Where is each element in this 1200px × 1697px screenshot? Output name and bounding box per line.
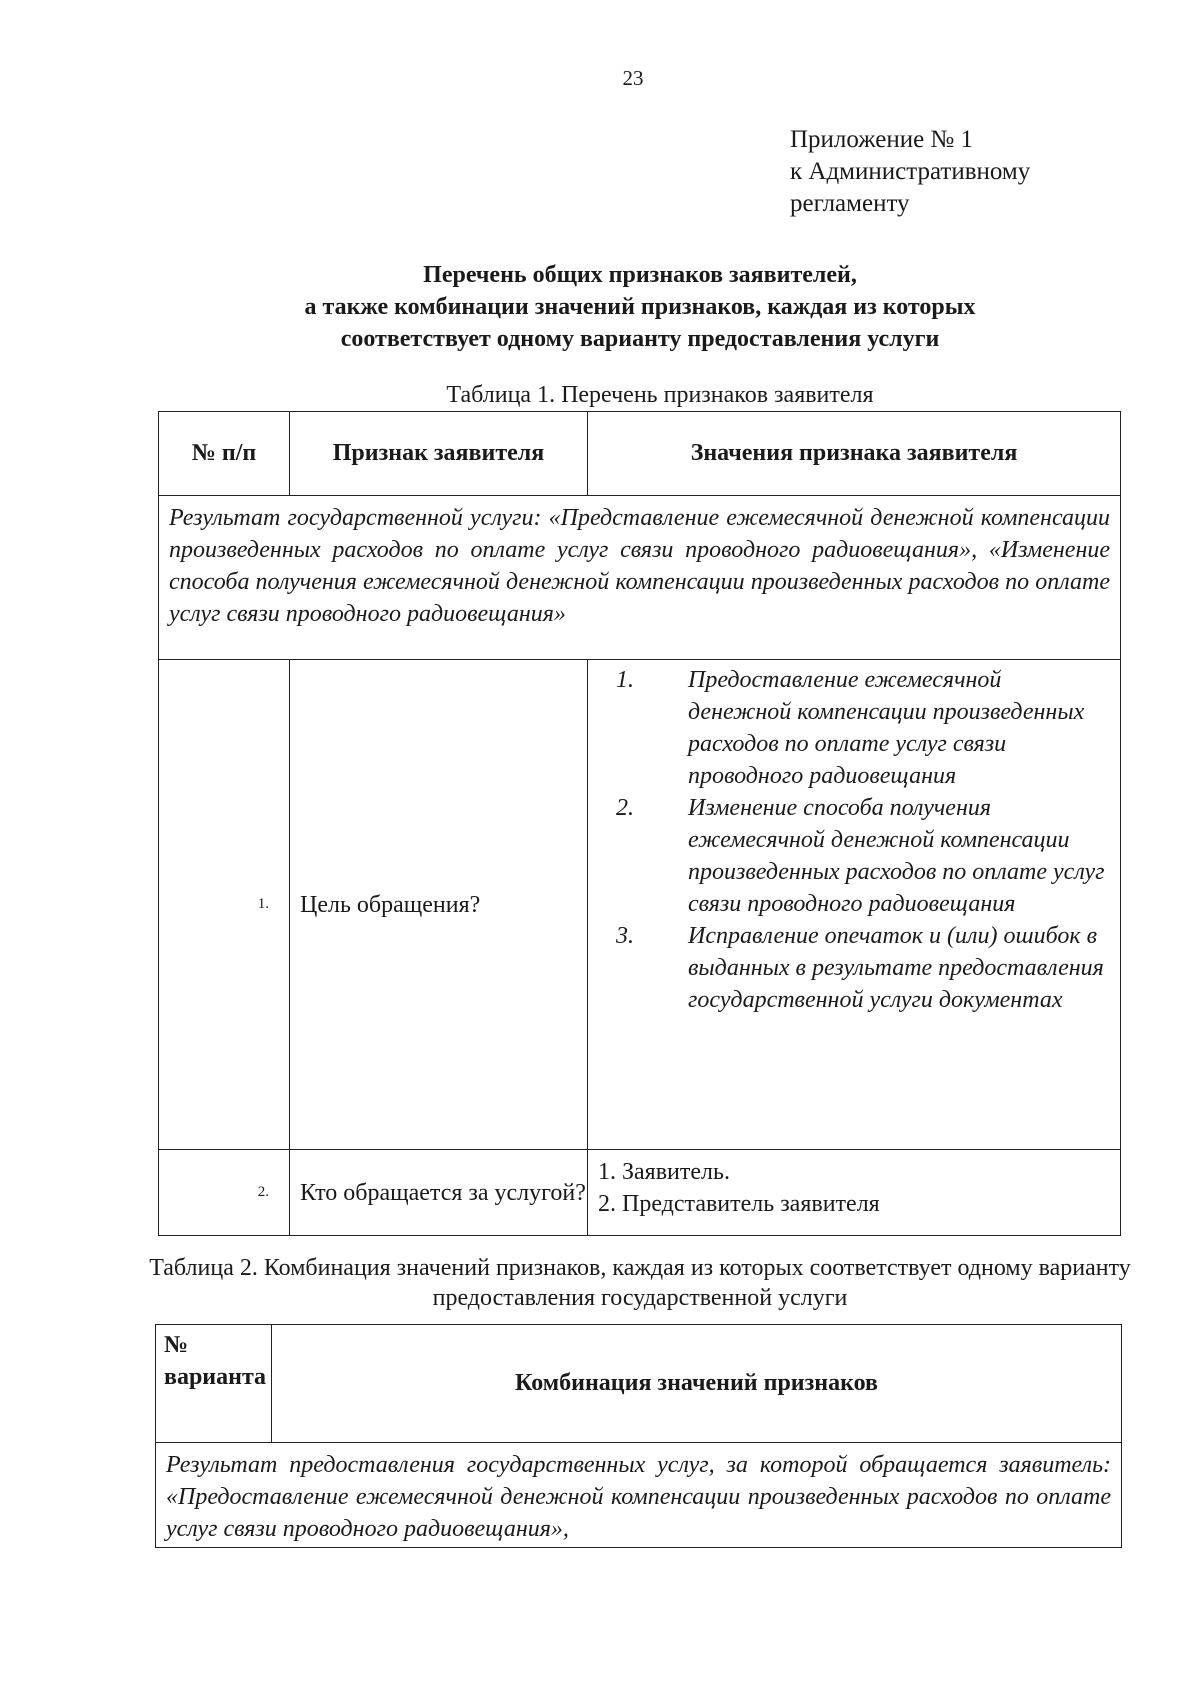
table2-header-row bbox=[156, 1325, 1122, 1443]
list-item: 1. Предоставление ежемесячной денежной компенсации произведенных расходов по оплате услуг связи проводного радиовещания bbox=[616, 667, 1085, 789]
annex-note bbox=[790, 124, 1030, 220]
table1-header-num: № п/п bbox=[159, 412, 290, 496]
document-title bbox=[140, 259, 1140, 355]
table1-row2-feature: Кто обращается за услугой? bbox=[290, 1150, 588, 1236]
table1 bbox=[158, 411, 1121, 1236]
list-item: 1. Заявитель. bbox=[598, 1159, 730, 1185]
table2-result-text: Результат предоставления государственных услуг, за которой обращается заявитель: «Предоставление ежемесячной денежной компенсации произведенных расходов по оплате услуг связи проводного радиовещания», bbox=[156, 1443, 1122, 1548]
title-line-3: соответствует одному варианту предоставления услуги bbox=[340, 326, 940, 352]
table-row bbox=[159, 660, 1121, 1150]
annex-line-2: к Административному bbox=[790, 158, 1031, 185]
table1-caption: Таблица 1. Перечень признаков заявителя bbox=[446, 382, 874, 408]
list-item: 3. Исправление опечаток и (или) ошибок в выданных в результате предоставления государственной услуги документах bbox=[616, 923, 1104, 1013]
table1-result-text: Результат государственной услуги: «Представление ежемесячной денежной компенсации произведенных расходов по оплате услуг связи проводного радиовещания», «Изменение способа получения ежемесячной денежной компенсации произведенных расходов по оплате услуг связи проводного радиовещания» bbox=[159, 496, 1121, 660]
table1-row2-values bbox=[588, 1150, 1121, 1236]
table2-header-combination: Комбинация значений признаков bbox=[272, 1325, 1122, 1443]
table1-row1-values bbox=[588, 660, 1121, 1150]
table1-row2-num: 2. bbox=[159, 1150, 290, 1236]
table1-header-values: Значения признака заявителя bbox=[588, 412, 1121, 496]
title-line-1: Перечень общих признаков заявителей, bbox=[423, 262, 857, 288]
table2-result-row bbox=[156, 1443, 1122, 1548]
annex-line-3: регламенту bbox=[790, 190, 910, 217]
table1-header-row bbox=[159, 412, 1121, 496]
page-number: 23 bbox=[622, 66, 644, 90]
annex-line-1: Приложение № 1 bbox=[790, 126, 974, 153]
table2-caption: Таблица 2. Комбинация значений признаков, каждая из которых соответствует одному варианту предоставления государственной услуги bbox=[149, 1255, 1131, 1311]
table2-header-variant: № варианта bbox=[156, 1325, 272, 1443]
table1-row1-feature: Цель обращения? bbox=[290, 660, 588, 1150]
list-item: 2. Изменение способа получения ежемесячной денежной компенсации произведенных расходов по оплате услуг связи проводного радиовещания bbox=[616, 795, 1105, 917]
table1-header-feature: Признак заявителя bbox=[290, 412, 588, 496]
table-row bbox=[159, 1150, 1121, 1236]
values-list bbox=[588, 660, 1120, 1046]
list-item: 2. Представитель заявителя bbox=[598, 1191, 880, 1217]
table1-result-row bbox=[159, 496, 1121, 660]
title-line-2: а также комбинации значений признаков, каждая из которых bbox=[304, 294, 976, 320]
table1-row1-num: 1. bbox=[159, 660, 290, 1150]
table2 bbox=[155, 1324, 1122, 1548]
